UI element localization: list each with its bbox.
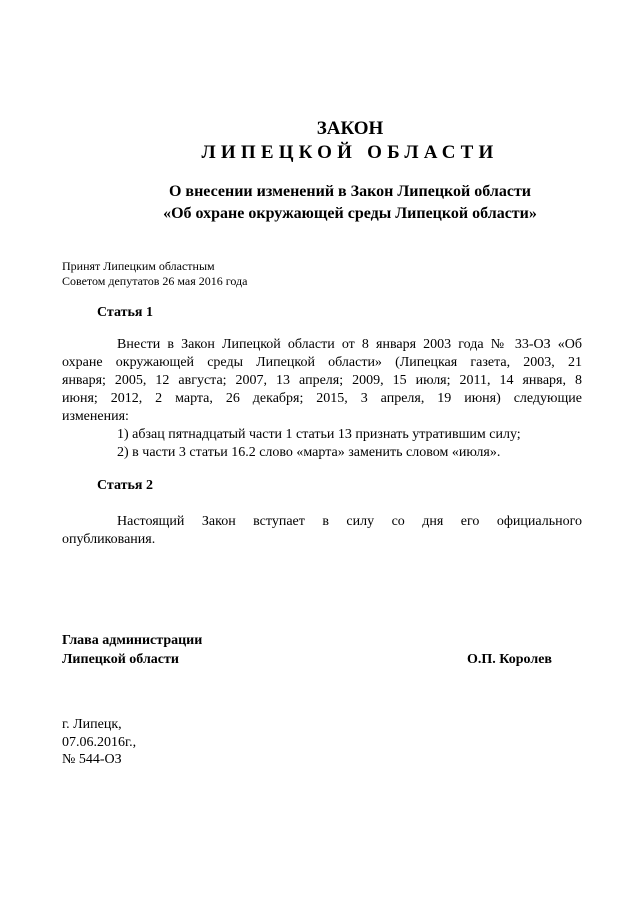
law-title: ЗАКОН — [316, 118, 384, 139]
law-region: ЛИПЕЦКОЙ ОБЛАСТИ — [201, 142, 499, 163]
signatory-name: О.П. Королев — [467, 652, 552, 667]
footer-date: 07.06.2016г., — [62, 735, 137, 750]
article-2-line: опубликования. — [62, 532, 156, 547]
law-subtitle-line-1: О внесении изменений в Закон Липецкой области — [168, 183, 532, 200]
article-2-heading: Статья 2 — [97, 478, 153, 493]
article-1-line: июня; 2012, 2 марта, 26 декабря; 2015, 3 апреля, 19 июня) следующие — [62, 391, 582, 406]
article-1-line: изменения: — [62, 409, 129, 424]
law-subtitle-line-2: «Об охране окружающей среды Липецкой области» — [163, 205, 537, 222]
article-1-item-2: 2) в части 3 статьи 16.2 слово «марта» заменить словом «июля». — [117, 445, 501, 460]
article-2-paragraph — [62, 513, 582, 549]
article-1-line: Внести в Закон Липецкой области от 8 января 2003 года № 33-ОЗ «Об — [117, 337, 582, 352]
signatory-position-line-2: Липецкой области — [62, 652, 179, 667]
article-1-item-1: 1) абзац пятнадцатый части 1 статьи 13 признать утратившим силу; — [117, 427, 521, 442]
footer-law-number: № 544-ОЗ — [62, 752, 122, 767]
article-1-heading: Статья 1 — [97, 305, 153, 320]
article-2-line: Настоящий Закон вступает в силу со дня его официального — [117, 514, 582, 529]
footer-city: г. Липецк, — [62, 717, 122, 732]
article-1-line: января; 2005, 12 августа; 2007, 13 апреля; 2009, 15 июля; 2011, 14 января, 8 — [62, 373, 582, 388]
adoption-note-line-2: Советом депутатов 26 мая 2016 года — [62, 274, 248, 288]
article-1-line: охране окружающей среды Липецкой области» (Липецкая газета, 2003, 21 — [62, 355, 582, 370]
signatory-position-line-1: Глава администрации — [62, 633, 203, 648]
article-1-paragraph — [62, 336, 582, 426]
adoption-note-line-1: Принят Липецким областным — [62, 259, 215, 273]
